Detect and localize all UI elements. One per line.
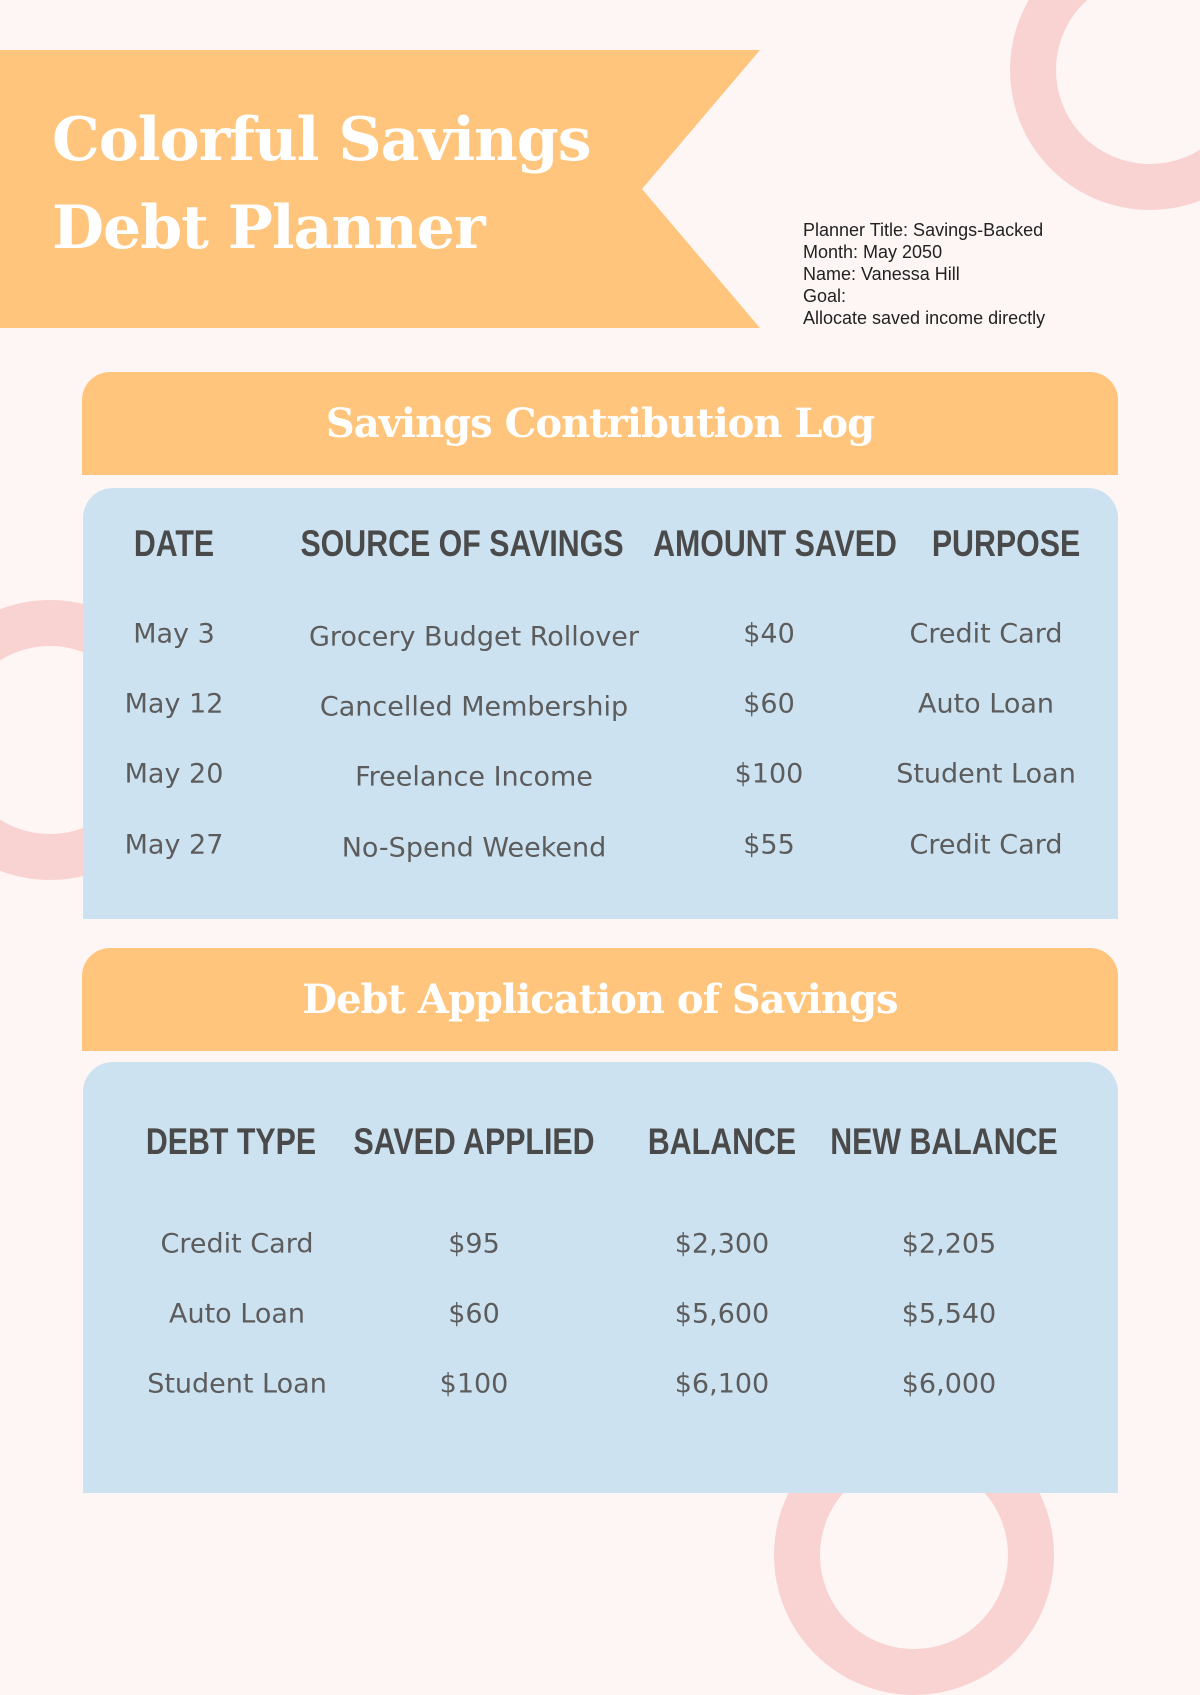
page-title-line-2: Debt Planner bbox=[52, 193, 485, 263]
table-cell-new-balance: $6,000 bbox=[901, 1368, 997, 1400]
debt-application-table bbox=[83, 1062, 1118, 1493]
goal-label: Goal: bbox=[803, 286, 847, 306]
table-cell-source: No-Spend Weekend bbox=[341, 832, 607, 864]
table-cell-date: May 12 bbox=[124, 688, 224, 720]
table-cell-debt-type: Student Loan bbox=[147, 1368, 327, 1400]
column-header-balance: BALANCE bbox=[647, 1121, 797, 1162]
table-cell-date: May 20 bbox=[124, 758, 224, 790]
contribution-log-table bbox=[83, 488, 1118, 919]
table-cell-date: May 27 bbox=[124, 829, 224, 861]
table-cell-date: May 3 bbox=[133, 618, 215, 650]
planner-title-field: Planner Title: Savings-Backed bbox=[803, 220, 1044, 240]
table-cell-purpose: Student Loan bbox=[896, 758, 1076, 790]
table-cell-amount: $100 bbox=[734, 758, 804, 790]
table-cell-debt-type: Credit Card bbox=[160, 1228, 314, 1260]
column-header-source: SOURCE OF SAVINGS bbox=[300, 523, 624, 564]
decorative-ring-top bbox=[1010, 0, 1200, 210]
table-cell-purpose: Auto Loan bbox=[917, 688, 1055, 720]
table-cell-debt-type: Auto Loan bbox=[168, 1298, 306, 1330]
table-cell-amount: $40 bbox=[743, 618, 795, 650]
column-header-amount: AMOUNT SAVED bbox=[653, 523, 897, 564]
page-title-line-1: Colorful Savings bbox=[52, 105, 591, 175]
month-field: Month: May 2050 bbox=[803, 242, 943, 262]
debt-application-heading: Debt Application of Savings bbox=[302, 976, 898, 1023]
column-header-saved-applied: SAVED APPLIED bbox=[353, 1121, 595, 1162]
table-cell-source: Grocery Budget Rollover bbox=[308, 621, 640, 653]
table-cell-purpose: Credit Card bbox=[909, 618, 1063, 650]
table-cell-purpose: Credit Card bbox=[909, 829, 1063, 861]
table-cell-balance: $6,100 bbox=[674, 1368, 770, 1400]
table-cell-source: Freelance Income bbox=[355, 761, 593, 793]
table-cell-source: Cancelled Membership bbox=[319, 691, 629, 723]
page-title bbox=[52, 96, 652, 272]
table-cell-saved-applied: $95 bbox=[448, 1228, 500, 1260]
goal-text: Allocate saved income directly bbox=[803, 308, 1046, 328]
table-cell-new-balance: $5,540 bbox=[901, 1298, 997, 1330]
planner-info bbox=[803, 219, 1183, 329]
contribution-log-header bbox=[82, 372, 1118, 475]
column-header-date: DATE bbox=[133, 523, 215, 564]
table-cell-balance: $5,600 bbox=[674, 1298, 770, 1330]
table-cell-saved-applied: $60 bbox=[448, 1298, 500, 1330]
column-header-new-balance: NEW BALANCE bbox=[830, 1121, 1058, 1162]
debt-application-header bbox=[82, 948, 1118, 1051]
table-cell-new-balance: $2,205 bbox=[901, 1228, 997, 1260]
table-cell-amount: $55 bbox=[743, 829, 795, 861]
table-cell-amount: $60 bbox=[743, 688, 795, 720]
contribution-log-heading: Savings Contribution Log bbox=[325, 400, 875, 447]
column-header-purpose: PURPOSE bbox=[931, 523, 1081, 564]
table-cell-saved-applied: $100 bbox=[439, 1368, 509, 1400]
name-field: Name: Vanessa Hill bbox=[803, 264, 960, 284]
table-cell-balance: $2,300 bbox=[674, 1228, 770, 1260]
column-header-debt-type: DEBT TYPE bbox=[145, 1121, 317, 1162]
